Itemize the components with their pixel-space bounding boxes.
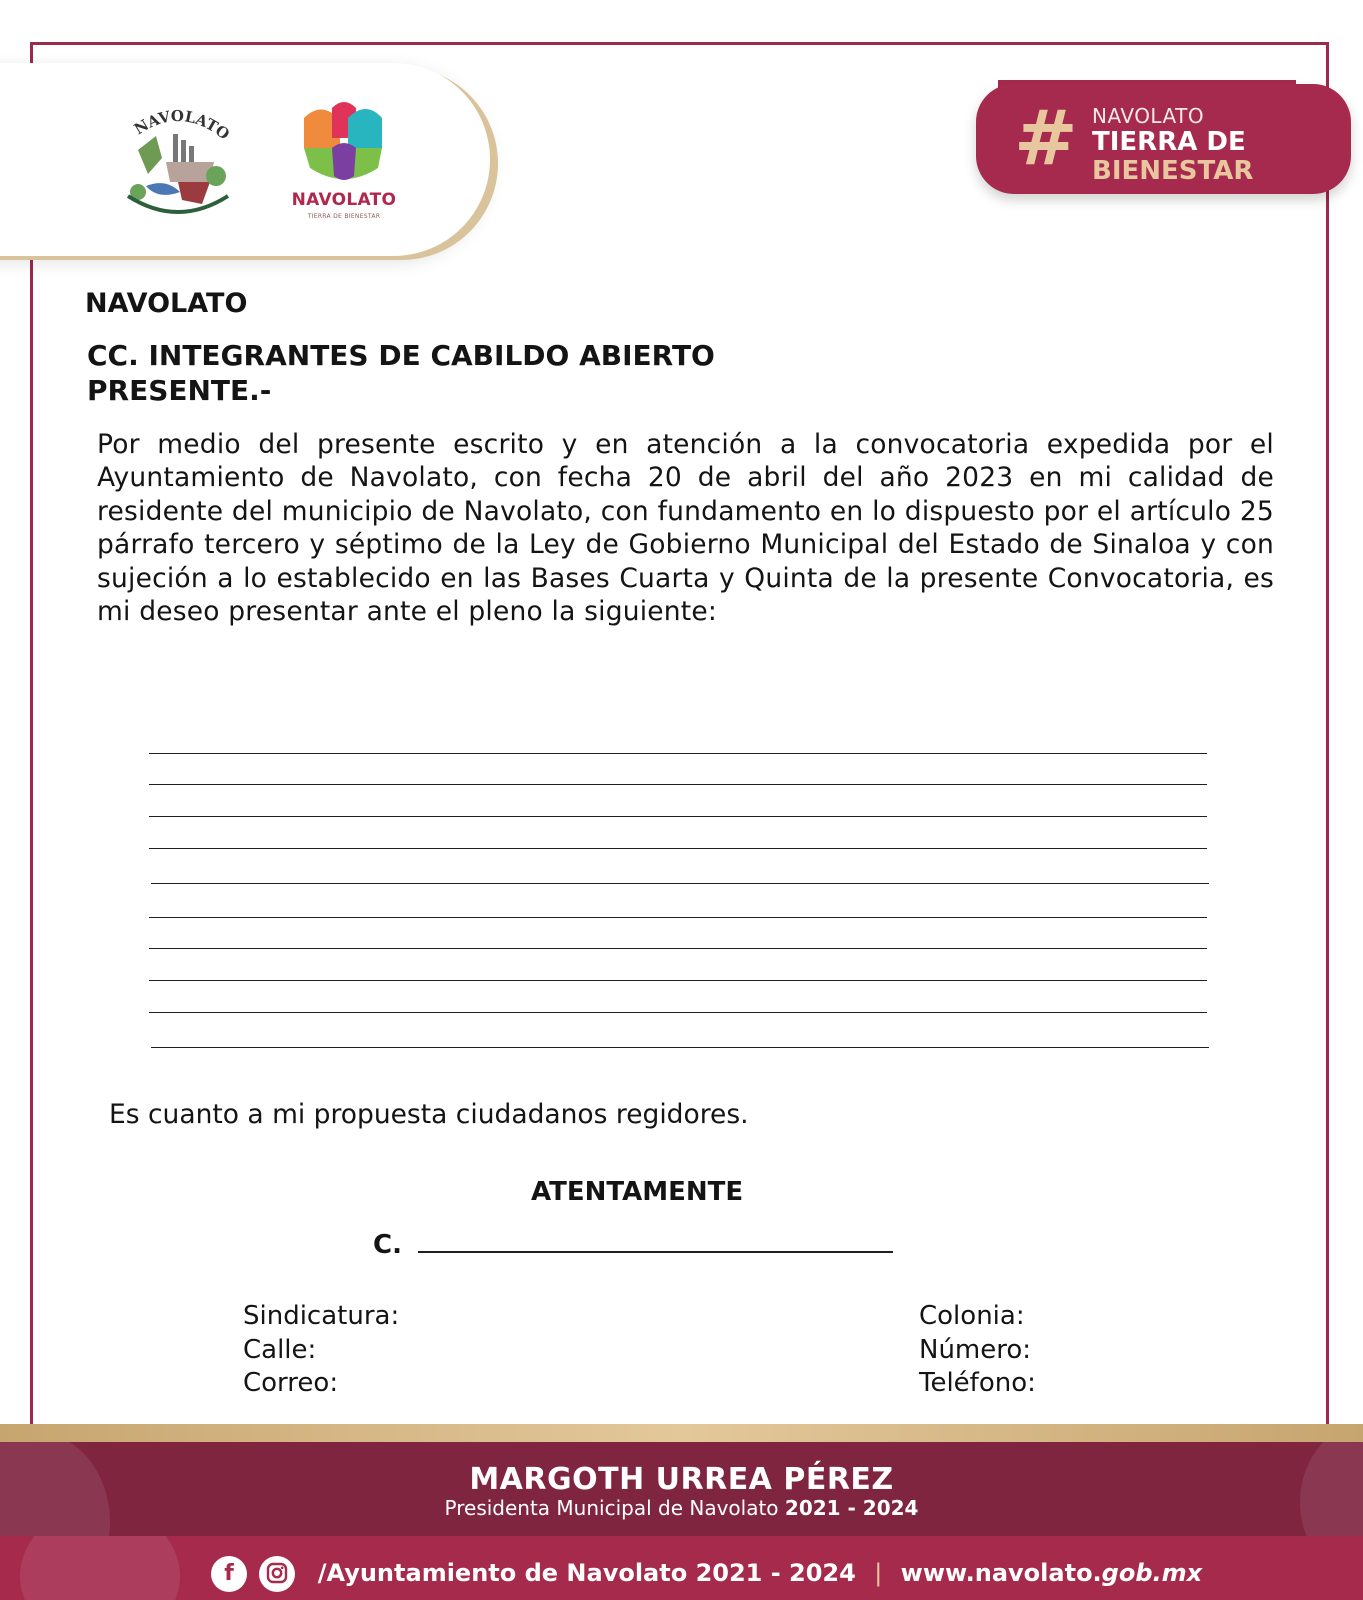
- website-suffix: gob.mx: [1101, 1559, 1203, 1587]
- document-presente: PRESENTE.-: [87, 374, 272, 407]
- footer-separator: |: [874, 1559, 883, 1587]
- writing-line: [149, 1012, 1207, 1013]
- footer-gold-band: [0, 1424, 1363, 1442]
- badge-line-2: TIERRA DE: [1092, 127, 1246, 157]
- document-city: NAVOLATO: [85, 288, 248, 319]
- svg-text:NAVOLATO: [131, 107, 233, 144]
- writing-line: [149, 848, 1207, 849]
- social-handle-link[interactable]: /Ayuntamiento de Navolato 2021 - 2024: [317, 1559, 856, 1587]
- signature-line: [418, 1251, 893, 1253]
- decorative-petal: [20, 1536, 180, 1600]
- website-link[interactable]: [901, 1559, 1202, 1587]
- footer-role-text: Presidenta Municipal de Navolato: [444, 1496, 779, 1520]
- footer-president-name: MARGOTH URREA PÉREZ: [469, 1462, 894, 1497]
- writing-line: [149, 816, 1207, 817]
- writing-line: [149, 948, 1207, 949]
- closing-sentence: Es cuanto a mi propuesta ciudadanos regidores.: [109, 1099, 749, 1130]
- municipal-seal-logo: [118, 100, 238, 222]
- footer-term: 2021 - 2024: [784, 1496, 919, 1520]
- field-calle-label: Calle:: [243, 1335, 317, 1365]
- hashtag-icon: #: [1014, 93, 1078, 182]
- signature-prefix: C.: [373, 1230, 402, 1260]
- field-sindicatura-label: Sindicatura:: [243, 1301, 400, 1331]
- badge-line-1: NAVOLATO: [1092, 104, 1205, 128]
- footer-links: [211, 1556, 1202, 1592]
- badge-line-3: BIENESTAR: [1092, 156, 1254, 186]
- field-colonia-label: Colonia:: [919, 1301, 1025, 1331]
- atentamente-heading: ATENTAMENTE: [531, 1177, 744, 1207]
- instagram-icon[interactable]: [259, 1556, 295, 1592]
- tierra-de-bienestar-badge: [976, 84, 1351, 194]
- logo-panel: [0, 63, 490, 256]
- brand-wordmark: NAVOLATO: [291, 190, 397, 210]
- seal-arc-text: NAVOLATO: [130, 106, 234, 144]
- writing-line: [151, 883, 1209, 884]
- writing-line: [149, 753, 1207, 754]
- writing-line: [151, 1047, 1209, 1048]
- field-numero-label: Número:: [919, 1335, 1032, 1365]
- navolato-brand-logo: [282, 98, 406, 228]
- facebook-icon[interactable]: f: [211, 1556, 247, 1592]
- brand-tagline: TIERRA DE BIENESTAR: [307, 213, 381, 220]
- writing-line: [149, 980, 1207, 981]
- website-prefix: www.navolato.: [900, 1559, 1102, 1587]
- footer-president-role: [0, 1496, 1363, 1520]
- document-addressee: CC. INTEGRANTES DE CABILDO ABIERTO: [87, 339, 715, 372]
- document-body: Por medio del presente escrito y en atención a la convocatoria expedida por el Ayuntamiento de Navolato, con fecha 20 de abril del año 2023 en mi calidad de residente del municipio de Navolato, con fundamento en lo dispuesto por el artículo 25 párrafo tercero y séptimo de la Ley de Gobierno Municipal del Estado de Sinaloa y con sujeción a lo establecido en las Bases Cuarta y Quinta de la presente Convocatoria, es mi deseo presentar ante el pleno la siguiente:: [97, 429, 1274, 628]
- writing-line: [149, 784, 1207, 785]
- writing-line: [149, 917, 1207, 918]
- field-telefono-label: Teléfono:: [919, 1368, 1036, 1398]
- field-correo-label: Correo:: [243, 1368, 339, 1398]
